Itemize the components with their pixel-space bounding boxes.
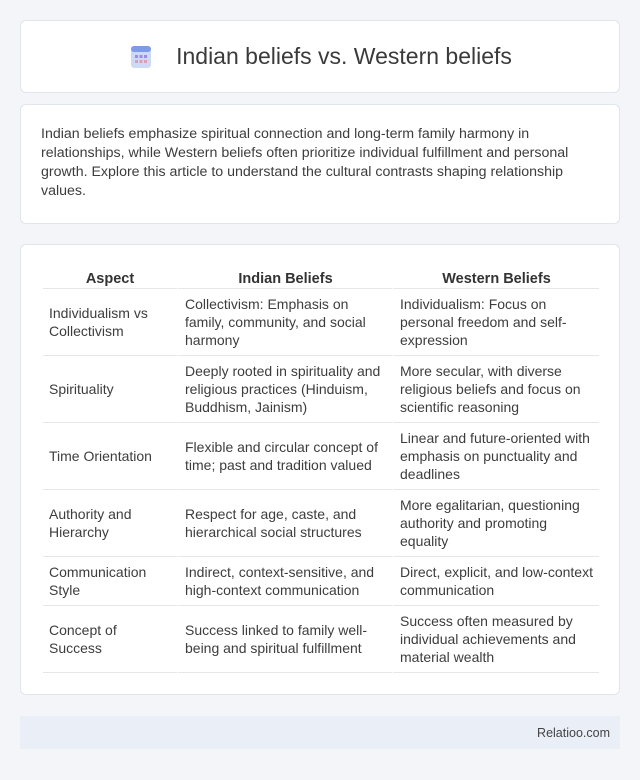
- column-header-indian: Indian Beliefs: [177, 265, 392, 289]
- title-card: [20, 20, 620, 93]
- comparison-table-card: [20, 244, 620, 695]
- table-row: [43, 557, 599, 606]
- western-cell: Individualism: Focus on personal freedom and self-expression: [392, 289, 599, 356]
- table-row: [43, 606, 599, 673]
- table-row: [43, 490, 599, 557]
- intro-paragraph: Indian beliefs emphasize spiritual connection and long-term family harmony in relationships, while Western beliefs often prioritize individual fulfillment and personal growth. Explore this article to understand the cultural contrasts shaping relationship values.: [41, 126, 569, 199]
- intro-card: [20, 104, 620, 224]
- indian-cell: Indirect, context-sensitive, and high-context communication: [177, 557, 392, 606]
- indian-cell: Respect for age, caste, and hierarchical social structures: [177, 490, 392, 557]
- western-cell: Direct, explicit, and low-context communication: [392, 557, 599, 606]
- aspect-cell: Individualism vs Collectivism: [43, 289, 177, 356]
- aspect-cell: Concept of Success: [43, 606, 177, 673]
- column-header-western: Western Beliefs: [392, 265, 599, 289]
- comparison-table: [43, 265, 599, 673]
- aspect-cell: Communication Style: [43, 557, 177, 606]
- aspect-cell: Authority and Hierarchy: [43, 490, 177, 557]
- table-row: [43, 289, 599, 356]
- western-cell: Linear and future-oriented with emphasis on punctuality and deadlines: [392, 423, 599, 490]
- indian-cell: Flexible and circular concept of time; past and tradition valued: [177, 423, 392, 490]
- indian-cell: Success linked to family well-being and spiritual fulfillment: [177, 606, 392, 673]
- western-cell: Success often measured by individual achievements and material wealth: [392, 606, 599, 673]
- footer-brand: Relatioo.com: [537, 725, 610, 740]
- indian-cell: Collectivism: Emphasis on family, community, and social harmony: [177, 289, 392, 356]
- aspect-cell: Spirituality: [43, 356, 177, 423]
- table-header-row: [43, 265, 599, 289]
- western-cell: More secular, with diverse religious beliefs and focus on scientific reasoning: [392, 356, 599, 423]
- column-header-aspect: Aspect: [43, 265, 177, 289]
- page-title: Indian beliefs vs. Western beliefs: [176, 43, 512, 69]
- aspect-cell: Time Orientation: [43, 423, 177, 490]
- table-row: [43, 423, 599, 490]
- document-grid-icon: [128, 44, 154, 70]
- western-cell: More egalitarian, questioning authority and promoting equality: [392, 490, 599, 557]
- table-row: [43, 356, 599, 423]
- footer-bar: [20, 716, 620, 749]
- indian-cell: Deeply rooted in spirituality and religious practices (Hinduism, Buddhism, Jainism): [177, 356, 392, 423]
